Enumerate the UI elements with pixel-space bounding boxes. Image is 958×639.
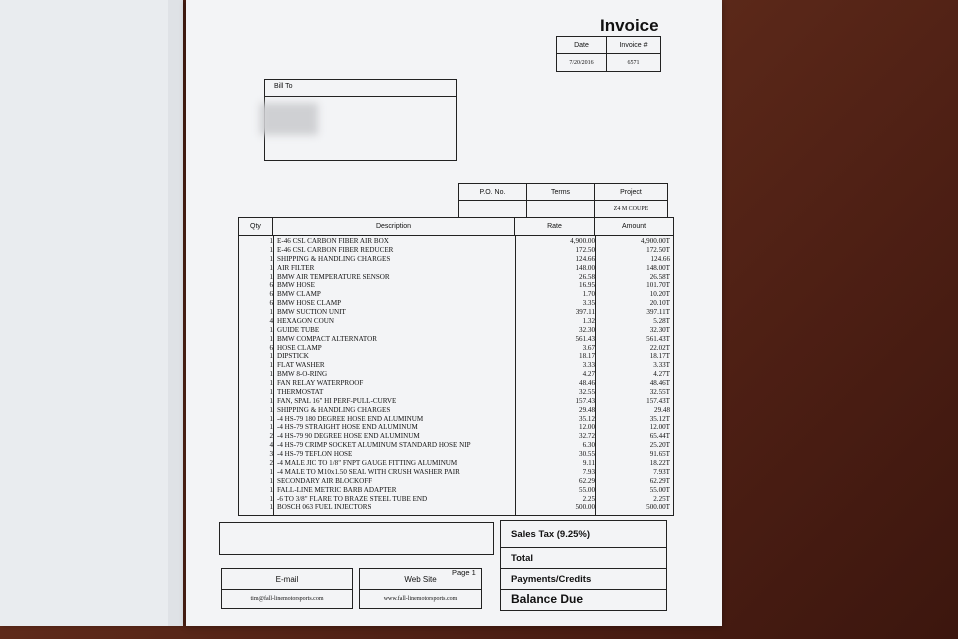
line-item-qty: 1 xyxy=(269,308,273,317)
line-item-qty: 4 xyxy=(269,441,273,450)
invoice-document xyxy=(186,0,722,626)
line-items-body xyxy=(239,237,673,515)
line-item-rate: 3.67 xyxy=(582,343,595,352)
line-item-qty: 6 xyxy=(269,343,273,352)
line-item-description: -6 TO 3/8" FLARE TO BRAZE STEEL TUBE END xyxy=(277,494,428,503)
line-item-amount: 561.43T xyxy=(646,334,670,343)
line-item-rate: 3.33 xyxy=(582,361,595,370)
line-item-qty: 1 xyxy=(269,272,273,281)
line-item-rate: 4.27 xyxy=(582,370,595,379)
line-item-description: E-46 CSL CARBON FIBER REDUCER xyxy=(277,245,394,254)
line-item-amount: 20.10T xyxy=(649,299,670,308)
line-item-qty: 3 xyxy=(269,450,273,459)
line-item-rate: 4,900.00 xyxy=(570,237,595,245)
line-item-qty: 6 xyxy=(269,281,273,290)
line-item-amount: 172.50T xyxy=(646,245,670,254)
line-item-amount: 91.65T xyxy=(649,450,670,459)
date-invoice-box xyxy=(556,36,661,72)
line-item-rate: 561.43 xyxy=(575,334,595,343)
line-item-description: BOSCH 063 FUEL INJECTORS xyxy=(277,503,372,512)
notes-box xyxy=(219,522,494,555)
line-item-description: BMW 8-O-RING xyxy=(277,370,328,379)
line-item-rate: 12.00 xyxy=(579,423,595,432)
line-item-qty: 1 xyxy=(269,379,273,388)
line-item-amount: 55.00T xyxy=(649,485,670,494)
line-item-qty: 4 xyxy=(269,316,273,325)
line-item-description: FAN RELAY WATERPROOF xyxy=(277,379,364,388)
line-item-rate: 30.55 xyxy=(579,450,595,459)
line-item-description: GUIDE TUBE xyxy=(277,325,320,334)
line-item-description: BMW AIR TEMPERATURE SENSOR xyxy=(277,272,390,281)
line-item-amount: 65.44T xyxy=(649,432,670,441)
line-item-qty: 1 xyxy=(269,370,273,379)
line-item-amount: 32.55T xyxy=(649,387,670,396)
po-terms-project-box xyxy=(458,183,668,218)
line-item-description: -4 HS-79 STRAIGHT HOSE END ALUMINUM xyxy=(277,423,418,432)
line-item-description: -4 HS-79 CRIMP SOCKET ALUMINUM STANDARD HOSE NIP xyxy=(277,441,471,450)
line-item-amount: 3.33T xyxy=(653,361,670,370)
line-item-amount: 500.00T xyxy=(646,503,670,512)
line-item-amount: 35.12T xyxy=(649,414,670,423)
line-item-description: DIPSTICK xyxy=(277,352,309,361)
line-item-qty: 1 xyxy=(269,485,273,494)
line-item-qty: 1 xyxy=(269,237,273,245)
line-item-description: FAN, SPAL 16" HI PERF-PULL-CURVE xyxy=(277,396,397,405)
line-item-amount: 5.28T xyxy=(653,316,670,325)
line-item-rate: 32.30 xyxy=(579,325,595,334)
sales-tax-label: Sales Tax (9.25%) xyxy=(511,529,591,540)
line-item-rate: 16.95 xyxy=(579,281,595,290)
line-item-rate: 1.32 xyxy=(582,316,595,325)
line-item-rate: 500.00 xyxy=(575,503,595,512)
line-item-rate: 6.30 xyxy=(582,441,595,450)
line-item-qty: 1 xyxy=(269,334,273,343)
line-item-amount: 12.00T xyxy=(649,423,670,432)
line-item-description: BMW SUCTION UNIT xyxy=(277,308,346,317)
line-item-qty: 1 xyxy=(269,387,273,396)
line-item-rate: 55.00 xyxy=(579,485,595,494)
email-box xyxy=(221,568,353,609)
line-item-rate: 29.48 xyxy=(579,405,595,414)
email-value: tim@fall-linemotorsports.com xyxy=(250,596,324,602)
line-item-qty: 1 xyxy=(269,325,273,334)
line-item-amount: 4.27T xyxy=(653,370,670,379)
terms-label: Terms xyxy=(527,184,595,200)
line-item-qty: 1 xyxy=(269,414,273,423)
qty-header: Qty xyxy=(239,218,273,235)
line-item-rate: 7.93 xyxy=(582,467,595,476)
line-item-amount: 10.20T xyxy=(649,290,670,299)
website-value: www.fall-linemotorsports.com xyxy=(383,596,458,602)
line-items-table xyxy=(238,217,674,516)
project-value: Z4 M COUPE xyxy=(613,206,649,212)
line-item-description: -4 MALE TO M10x1.50 SEAL WITH CRUSH WASHER PAIR xyxy=(277,467,460,476)
line-item-amount: 101.70T xyxy=(646,281,670,290)
amount-header: Amount xyxy=(621,223,647,230)
line-item-rate: 3.35 xyxy=(582,299,595,308)
line-item-amount: 32.30T xyxy=(649,325,670,334)
line-item-qty: 1 xyxy=(269,361,273,370)
page-number: Page 1 xyxy=(452,568,476,577)
line-item-qty: 6 xyxy=(269,299,273,308)
line-item-description: BMW CLAMP xyxy=(277,290,321,299)
line-item-qty: 2 xyxy=(269,459,273,467)
line-item-rate: 32.72 xyxy=(579,432,595,441)
line-item-amount: 26.58T xyxy=(649,272,670,281)
line-item-rate: 62.29 xyxy=(579,476,595,485)
line-item-qty: 1 xyxy=(269,352,273,361)
line-item-rate: 1.70 xyxy=(582,290,595,299)
adjacent-paper-sheet xyxy=(0,0,183,626)
line-item-amount: 124.66 xyxy=(650,254,670,263)
line-item-amount: 7.93T xyxy=(653,467,670,476)
line-item-rate: 18.17 xyxy=(579,352,595,361)
redacted-address xyxy=(260,103,318,135)
line-item-qty: 2 xyxy=(269,432,273,441)
totals-box xyxy=(500,520,667,611)
line-item-qty: 1 xyxy=(269,467,273,476)
line-item-description: THERMOSTAT xyxy=(277,387,324,396)
line-item-description: -4 MALE JIC TO 1/8" FNPT GAUGE FITTING ALUMINUM xyxy=(277,459,458,467)
line-item-rate: 48.46 xyxy=(579,379,595,388)
line-item-qty: 1 xyxy=(269,263,273,272)
line-item-rate: 172.50 xyxy=(575,245,595,254)
line-item-amount: 18.17T xyxy=(649,352,670,361)
line-item-rate: 124.66 xyxy=(575,254,595,263)
line-item-rate: 26.58 xyxy=(579,272,595,281)
project-label: Project xyxy=(620,188,642,196)
line-item-amount: 2.25T xyxy=(653,494,670,503)
line-item-description: HEXAGON COUN xyxy=(277,316,334,325)
invoice-date: 7/20/2016 xyxy=(557,54,607,71)
line-item-rate: 9.11 xyxy=(582,459,595,467)
date-label: Date xyxy=(557,37,607,53)
line-item-description: E-46 CSL CARBON FIBER AIR BOX xyxy=(277,237,389,245)
line-item-description: BMW HOSE xyxy=(277,281,315,290)
payments-credits-label: Payments/Credits xyxy=(511,574,592,585)
balance-due-label: Balance Due xyxy=(511,592,584,606)
line-item-rate: 157.43 xyxy=(575,396,595,405)
line-item-description: -4 HS-79 90 DEGREE HOSE END ALUMINUM xyxy=(277,432,420,441)
line-item-description: BMW HOSE CLAMP xyxy=(277,299,342,308)
line-item-amount: 18.22T xyxy=(649,459,670,467)
line-item-rate: 35.12 xyxy=(579,414,595,423)
description-header: Description xyxy=(273,218,515,235)
line-item-qty: 1 xyxy=(269,476,273,485)
email-label: E-mail xyxy=(275,574,299,584)
line-item-description: SECONDARY AIR BLOCKOFF xyxy=(277,476,373,485)
line-item-qty: 1 xyxy=(269,494,273,503)
line-item-description: HOSE CLAMP xyxy=(277,343,322,352)
line-item-description: SHIPPING & HANDLING CHARGES xyxy=(277,254,391,263)
line-item-amount: 157.43T xyxy=(646,396,670,405)
line-item-amount: 29.48 xyxy=(654,405,670,414)
line-item-description: AIR FILTER xyxy=(277,263,315,272)
line-item-qty: 1 xyxy=(269,254,273,263)
line-item-description: FLAT WASHER xyxy=(277,361,325,370)
line-item-amount: 25.20T xyxy=(649,441,670,450)
line-item-rate: 32.55 xyxy=(579,387,595,396)
line-item-amount: 62.29T xyxy=(649,476,670,485)
line-item-rate: 148.00 xyxy=(575,263,595,272)
bill-to-label: Bill To xyxy=(274,83,293,90)
line-item-amount: 148.00T xyxy=(646,263,670,272)
invoice-number: 6571 xyxy=(627,59,640,66)
po-label: P.O. No. xyxy=(459,184,527,200)
line-item-qty: 1 xyxy=(269,405,273,414)
line-item-amount: 48.46T xyxy=(649,379,670,388)
terms-value xyxy=(527,201,595,217)
rate-header: Rate xyxy=(515,218,595,235)
line-item-qty: 1 xyxy=(269,503,273,512)
website-label: Web Site xyxy=(404,574,437,584)
line-item-amount: 397.11T xyxy=(646,308,670,317)
line-item-description: -4 HS-79 180 DEGREE HOSE END ALUMINUM xyxy=(277,414,424,423)
line-item-qty: 1 xyxy=(269,396,273,405)
line-item-rate: 397.11 xyxy=(575,308,595,317)
line-item-amount: 4,900.00T xyxy=(640,237,670,245)
invoice-title: Invoice xyxy=(600,16,659,35)
line-item-qty: 1 xyxy=(269,245,273,254)
line-item-description: -4 HS-79 TEFLON HOSE xyxy=(277,450,353,459)
line-item-qty: 6 xyxy=(269,290,273,299)
line-item-description: FALL-LINE METRIC BARB ADAPTER xyxy=(277,485,397,494)
invoice-number-label: Invoice # xyxy=(619,41,648,49)
line-item-description: SHIPPING & HANDLING CHARGES xyxy=(277,405,391,414)
line-item-description: BMW COMPACT ALTERNATOR xyxy=(277,334,377,343)
po-value xyxy=(459,201,527,217)
line-item-rate: 2.25 xyxy=(582,494,595,503)
line-item-amount: 22.02T xyxy=(649,343,670,352)
total-label: Total xyxy=(511,553,533,564)
line-item-qty: 1 xyxy=(269,423,273,432)
